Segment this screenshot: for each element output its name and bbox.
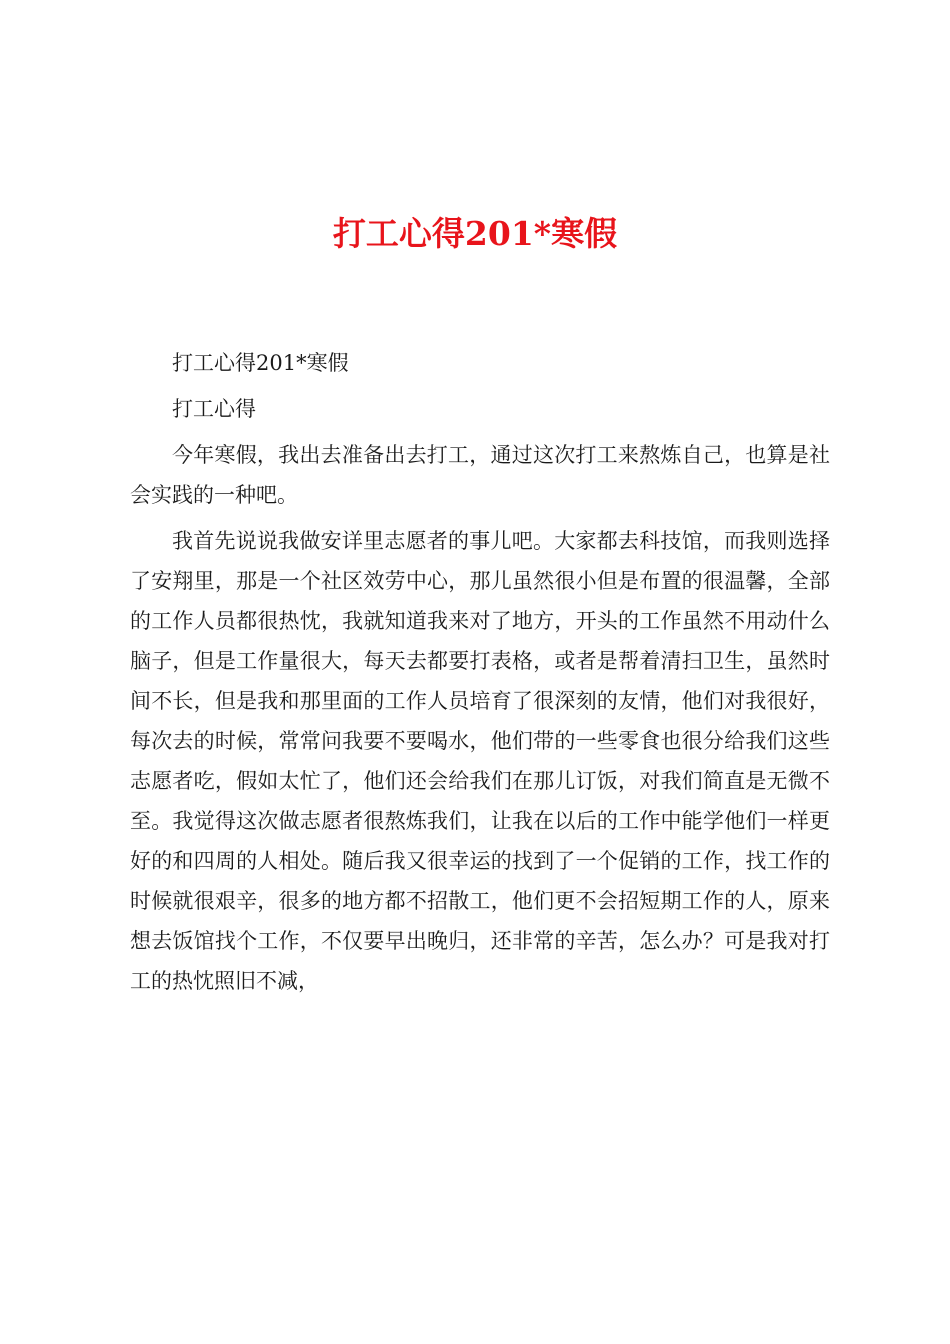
paragraph-intro: 今年寒假，我出去准备出去打工，通过这次打工来熬炼自己，也算是社会实践的一种吧。 bbox=[130, 443, 830, 507]
paragraph-heading: 打工心得 bbox=[172, 397, 256, 421]
document-body bbox=[130, 343, 830, 1001]
paragraph-volunteer: 我首先说说我做安详里志愿者的事儿吧。大家都去科技馆，而我则选择了安翔里，那是一个社区效劳中心，那儿虽然很小但是布置的很温馨，全部的工作人员都很热忱，我就知道我来对了地方，开头的工作虽然不用动什么脑子，但是工作量很大，每天去都要打表格，或者是帮着清扫卫生，虽然时间不长，但是我和那里面的工作人员培育了很深刻的友情，他们对我很好，每次去的时候，常常问我要不要喝水，他们带的一些零食也很分给我们这些志愿者吃，假如太忙了，他们还会给我们在那儿订饭，对我们简直是无微不至。我觉得这次做志愿者很熬炼我们，让我在以后的工作中能学他们一样更好的和四周的人相处。随后我又很幸运的找到了一个促销的工作，找工作的时候就很艰辛，很多的地方都不招散工，他们更不会招短期工作的人，原来想去饭馆找个工作，不仅要早出晚归，还非常的辛苦，怎么办？可是我对打工的热忱照旧不减， bbox=[130, 529, 830, 993]
document-title: 打工心得201*寒假 bbox=[332, 214, 618, 253]
paragraph-subtitle: 打工心得201*寒假 bbox=[172, 351, 349, 375]
